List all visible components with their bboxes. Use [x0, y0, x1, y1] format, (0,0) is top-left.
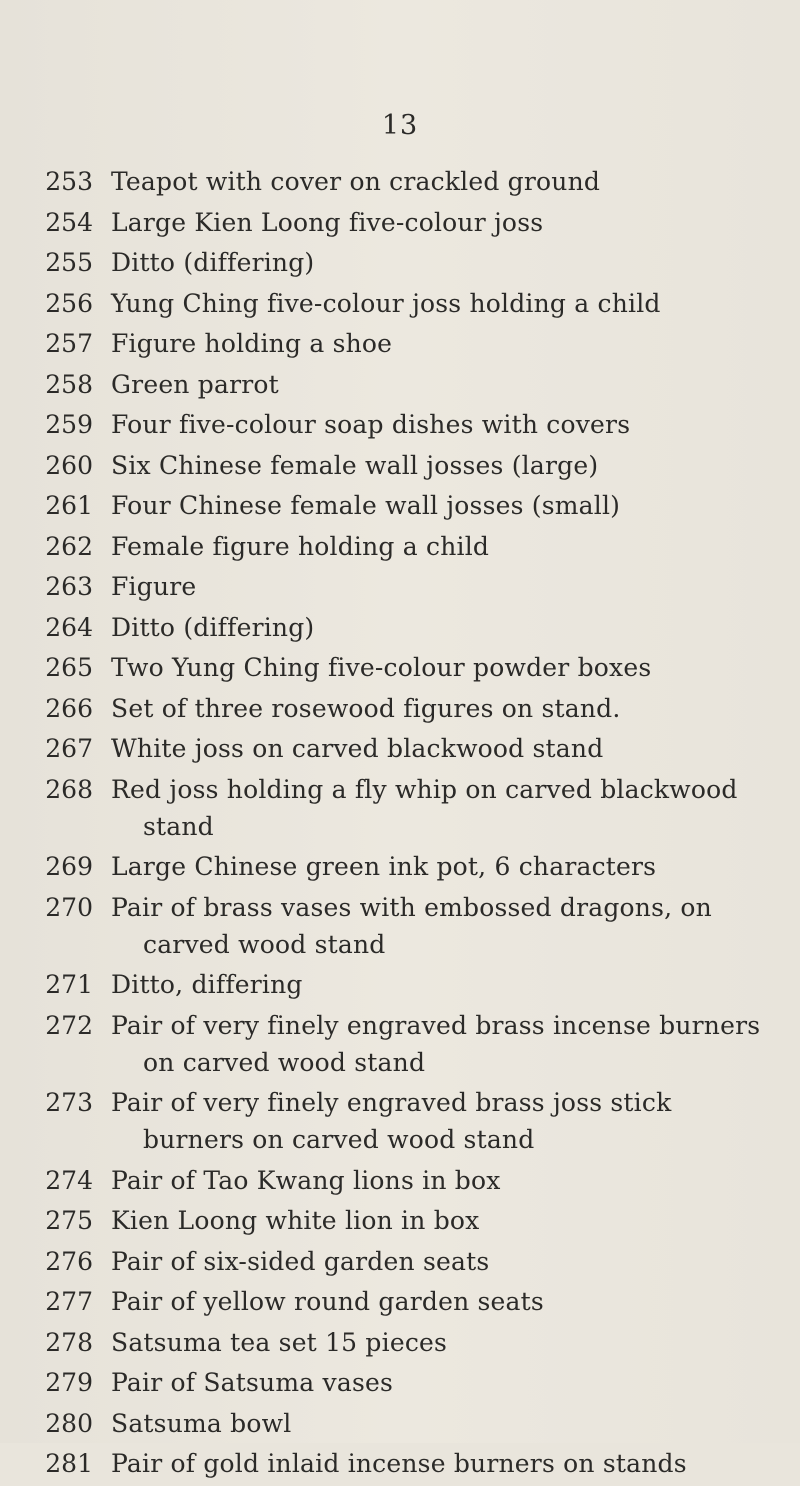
lot-description-line: Pair of Satsuma vases [111, 1368, 393, 1397]
lot-entry [0, 163, 800, 200]
lot-number: 276 [45, 1246, 93, 1276]
lot-entry [0, 690, 800, 727]
lot-description [111, 325, 791, 362]
lot-entry [0, 366, 800, 403]
lot-number: 263 [45, 572, 93, 601]
lot-entry [0, 649, 800, 686]
lot-number: 262 [45, 531, 93, 561]
lot-description-line: Pair of gold inlaid incense burners on stands [111, 1449, 687, 1478]
lot-description [111, 1243, 791, 1280]
lot-description-line: Pair of yellow round garden seats [111, 1287, 544, 1316]
lot-entry [0, 1405, 800, 1442]
lot-number: 268 [45, 774, 93, 804]
lot-entry [0, 285, 800, 322]
lot-description [111, 285, 791, 322]
lot-description-line: Pair of very finely engraved brass joss stick [111, 1088, 672, 1117]
lot-number: 273 [45, 1088, 93, 1117]
lot-entry [0, 568, 800, 605]
lot-description [111, 1007, 791, 1081]
lot-entry [0, 447, 800, 484]
lot-description-line: Four Chinese female wall josses (small) [111, 491, 621, 520]
lot-description-line: White joss on carved blackwood stand [111, 734, 604, 763]
lot-entry [0, 1202, 800, 1239]
lot-description [111, 848, 791, 885]
lot-description [111, 690, 791, 727]
page-number: 13 [381, 110, 419, 141]
lot-description [111, 1084, 791, 1158]
lot-description-line: Teapot with cover on crackled ground [111, 167, 601, 196]
lot-number: 267 [45, 734, 93, 763]
lot-number: 265 [45, 653, 93, 682]
lot-description [111, 649, 791, 686]
lot-description-line: Figure [111, 572, 197, 601]
lot-number: 270 [45, 892, 93, 922]
lot-description [111, 730, 791, 767]
lot-description-line: Red joss holding a fly whip on carved blackwood [111, 774, 738, 804]
lot-entry [0, 528, 800, 565]
lot-number: 277 [45, 1287, 93, 1316]
lot-description [111, 771, 791, 845]
lot-entry [0, 487, 800, 524]
lot-number: 264 [45, 612, 93, 642]
lot-number: 260 [45, 450, 93, 480]
lot-description-line: Green parrot [111, 369, 279, 399]
lot-description-line: Yung Ching five-colour joss holding a child [111, 288, 661, 318]
lot-description-line: Large Chinese green ink pot, 6 characters [111, 852, 657, 881]
lot-description-line: Pair of Tao Kwang lions in box [111, 1165, 501, 1195]
lot-description-line: Satsuma tea set 15 pieces [111, 1327, 448, 1357]
lot-entry [0, 966, 800, 1003]
lot-description [111, 487, 791, 524]
lot-number: 269 [45, 852, 93, 881]
lot-entry [0, 730, 800, 767]
lot-description-line: Six Chinese female wall josses (large) [111, 450, 599, 480]
lot-description [111, 406, 791, 443]
lot-description [111, 1283, 791, 1320]
lot-description [111, 1324, 791, 1361]
lot-number: 272 [45, 1010, 93, 1040]
lot-description-line: Kien Loong white lion in box [111, 1206, 480, 1235]
lot-description-line: Pair of six-sided garden seats [111, 1246, 490, 1276]
lot-entry [0, 325, 800, 362]
lot-number: 274 [45, 1165, 93, 1195]
lot-description-continuation: on carved wood stand [143, 1047, 426, 1077]
lot-number: 275 [45, 1206, 93, 1235]
lot-description-line: Ditto (differing) [111, 248, 315, 277]
lot-description [111, 204, 791, 241]
lot-description-line: Ditto (differing) [111, 612, 315, 642]
lot-entry [0, 204, 800, 241]
lot-description [111, 366, 791, 403]
lot-entry [0, 848, 800, 885]
lot-number: 256 [45, 288, 93, 318]
lot-description [111, 163, 791, 200]
lot-description [111, 528, 791, 565]
lot-number: 259 [45, 410, 93, 439]
lot-description-line: Pair of brass vases with embossed dragons, on [111, 892, 712, 922]
lot-description-line: Ditto, differing [111, 970, 303, 999]
lot-description [111, 966, 791, 1003]
lot-number: 279 [45, 1368, 93, 1397]
lot-number: 258 [45, 369, 93, 399]
lot-entry [0, 1243, 800, 1280]
lot-number: 281 [45, 1449, 93, 1478]
lot-description-line: Pair of very finely engraved brass incense burners [111, 1010, 761, 1040]
lot-entry [0, 1007, 800, 1081]
lot-entry [0, 1324, 800, 1361]
lot-entry [0, 244, 800, 281]
lot-entry [0, 771, 800, 845]
lot-description-line: Female figure holding a child [111, 531, 490, 561]
lot-number: 253 [45, 167, 93, 196]
lot-description-continuation: carved wood stand [143, 929, 386, 959]
lot-number: 280 [45, 1408, 93, 1438]
lot-entry [0, 1445, 800, 1482]
lot-description-line: Two Yung Ching five-colour powder boxes [111, 653, 652, 682]
lot-entry [0, 889, 800, 963]
lot-number: 255 [45, 248, 93, 277]
lot-description-line: Set of three rosewood figures on stand. [111, 693, 621, 723]
lot-description [111, 568, 791, 605]
lot-description [111, 889, 791, 963]
lot-description [111, 1405, 791, 1442]
lot-entry [0, 609, 800, 646]
lot-description [111, 1202, 791, 1239]
lot-list [0, 163, 800, 1486]
lot-entry [0, 1084, 800, 1158]
lot-description-line: Figure holding a shoe [111, 329, 393, 358]
lot-number: 257 [45, 329, 93, 358]
lot-entry [0, 406, 800, 443]
lot-number: 278 [45, 1327, 93, 1357]
lot-description-line: Large Kien Loong five-colour joss [111, 207, 544, 237]
lot-description-continuation: burners on carved wood stand [143, 1125, 535, 1154]
lot-entry [0, 1364, 800, 1401]
lot-description [111, 1445, 791, 1482]
lot-number: 271 [45, 970, 93, 999]
lot-description [111, 1162, 791, 1199]
lot-description [111, 244, 791, 281]
lot-number: 254 [45, 207, 93, 237]
lot-description-continuation: stand [143, 811, 214, 841]
lot-entry [0, 1162, 800, 1199]
lot-number: 261 [45, 491, 93, 520]
lot-description [111, 1364, 791, 1401]
lot-description [111, 609, 791, 646]
lot-description [111, 447, 791, 484]
lot-description-line: Four five-colour soap dishes with covers [111, 410, 631, 439]
lot-description-line: Satsuma bowl [111, 1408, 292, 1438]
lot-number: 266 [45, 693, 93, 723]
lot-entry [0, 1283, 800, 1320]
